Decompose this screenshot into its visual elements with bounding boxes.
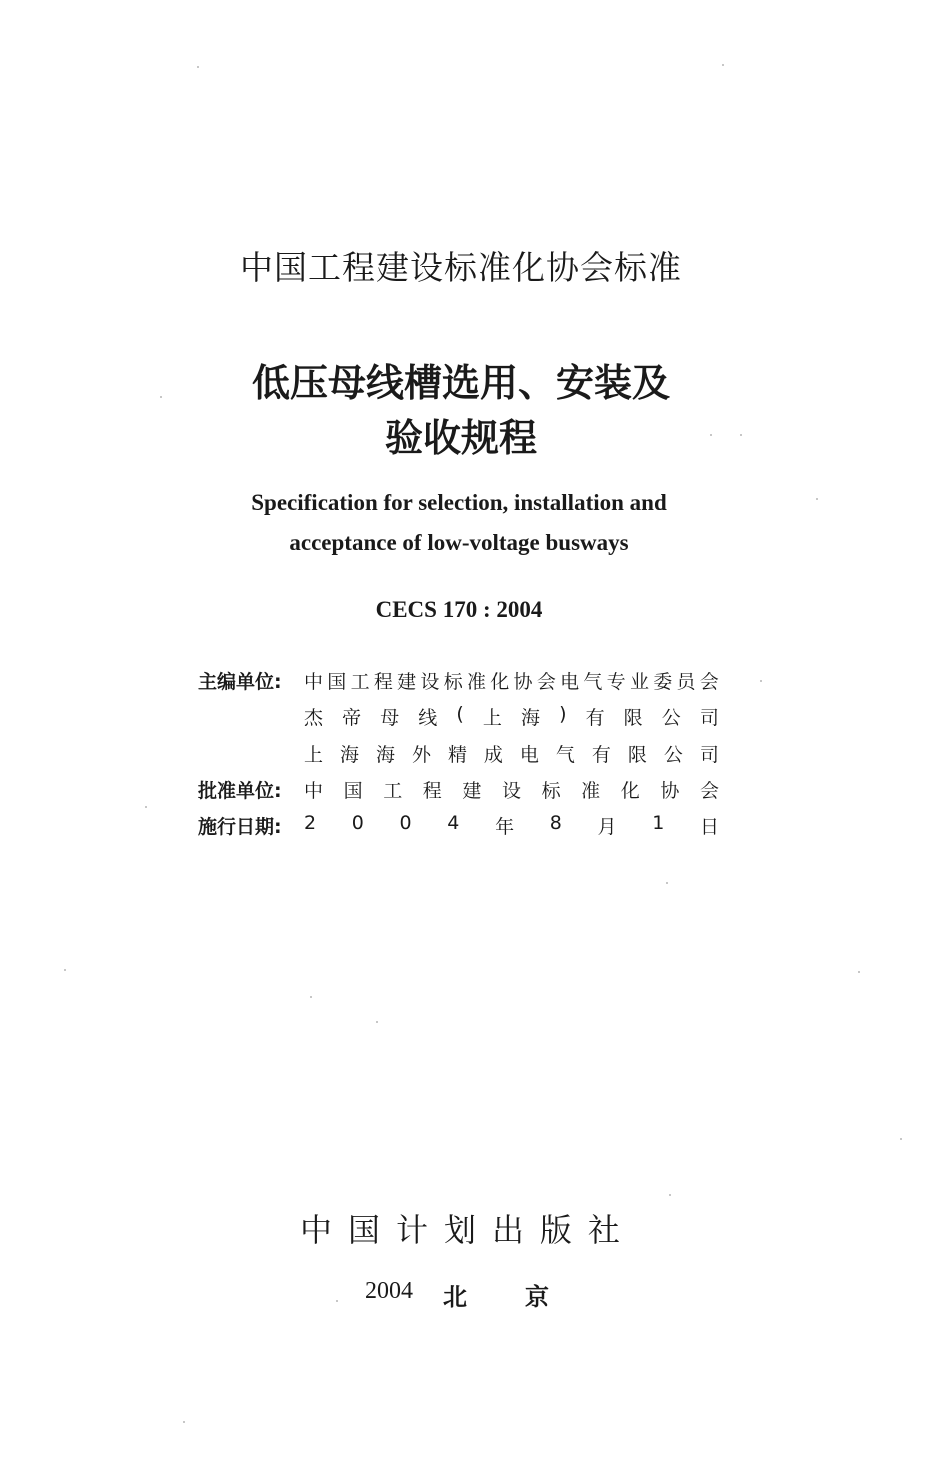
editor-org-3	[304, 740, 719, 767]
char: 司	[699, 744, 719, 766]
char: 协	[513, 671, 533, 693]
char: 委	[653, 671, 673, 693]
main-title-cn-line2: 验收规程	[384, 415, 537, 460]
char: 准	[581, 780, 601, 802]
publisher-name	[300, 1205, 620, 1251]
scan-speck	[858, 971, 860, 973]
char: 外	[411, 744, 431, 766]
char: 杰	[304, 707, 324, 729]
char: 气	[583, 671, 603, 693]
scan-speck	[760, 680, 762, 682]
char: 工	[383, 780, 403, 802]
char: 会	[699, 671, 719, 693]
char: 会	[536, 671, 556, 693]
char: 线	[418, 707, 438, 729]
char: (	[456, 703, 464, 725]
char: 标	[541, 780, 561, 802]
char: 程	[373, 671, 393, 693]
scan-speck	[183, 1421, 185, 1423]
editor-org-1	[304, 667, 719, 694]
char: 出	[491, 1211, 524, 1249]
char: 国	[347, 1211, 380, 1249]
editors-label: 主编单位:	[198, 671, 282, 693]
char: 电	[560, 671, 580, 693]
char: 日	[699, 816, 719, 838]
char: )	[559, 703, 567, 725]
char: 设	[420, 671, 440, 693]
scan-speck	[310, 996, 312, 998]
char: 成	[483, 744, 503, 766]
publication-city-char-2: 京	[525, 1283, 549, 1311]
publication-year: 2004	[365, 1278, 413, 1304]
scan-speck	[722, 64, 724, 66]
series-title: 中国工程建设标准化协会标准	[240, 248, 682, 287]
char: 0	[399, 812, 412, 834]
char: 4	[447, 812, 460, 834]
char: 年	[495, 816, 515, 838]
char: 上	[304, 744, 324, 766]
char: 标	[443, 671, 463, 693]
char: 公	[661, 707, 681, 729]
char: 限	[623, 707, 643, 729]
char: 划	[443, 1211, 476, 1249]
char: 建	[462, 780, 482, 802]
char: 中	[304, 780, 324, 802]
char: 2	[304, 812, 317, 834]
publication-city-char-1: 北	[443, 1283, 467, 1311]
char: 有	[585, 707, 605, 729]
char: 员	[676, 671, 696, 693]
char: 中	[304, 671, 324, 693]
char: 化	[620, 780, 640, 802]
char: 1	[652, 812, 665, 834]
char: 会	[699, 780, 719, 802]
scan-speck	[900, 1138, 902, 1140]
char: 国	[343, 780, 363, 802]
scan-speck	[64, 969, 66, 971]
char: 帝	[342, 707, 362, 729]
char: 有	[591, 744, 611, 766]
effective-date-label: 施行日期:	[198, 816, 282, 838]
scan-speck	[376, 1021, 378, 1023]
scan-speck	[669, 1194, 671, 1196]
char: 中	[300, 1211, 333, 1249]
char: 限	[627, 744, 647, 766]
title-en-line1: Specification for selection, installation and	[251, 490, 667, 515]
standard-code: CECS 170 : 2004	[375, 597, 543, 622]
char: 工	[350, 671, 370, 693]
char: 版	[539, 1211, 572, 1249]
char: 电	[519, 744, 539, 766]
char: 公	[663, 744, 683, 766]
char: 8	[549, 812, 562, 834]
char: 准	[466, 671, 486, 693]
scan-speck	[145, 806, 147, 808]
char: 气	[555, 744, 575, 766]
char: 海	[339, 744, 359, 766]
approver-label: 批准单位:	[198, 780, 282, 802]
char: 协	[660, 780, 680, 802]
char: 专	[606, 671, 626, 693]
char: 化	[490, 671, 510, 693]
char: 社	[587, 1211, 620, 1249]
effective-date-value	[304, 812, 719, 839]
char: 设	[501, 780, 521, 802]
char: 月	[597, 816, 617, 838]
approver-value	[304, 776, 719, 803]
char: 司	[699, 707, 719, 729]
char: 国	[327, 671, 347, 693]
main-title-cn-line1: 低压母线槽选用、安装及	[251, 360, 670, 405]
char: 0	[351, 812, 364, 834]
char: 精	[447, 744, 467, 766]
char: 业	[629, 671, 649, 693]
scan-speck	[336, 1300, 338, 1302]
char: 母	[380, 707, 400, 729]
char: 海	[375, 744, 395, 766]
char: 程	[422, 780, 442, 802]
char: 计	[395, 1211, 428, 1249]
scan-speck	[666, 882, 668, 884]
char: 建	[397, 671, 417, 693]
char: 上	[482, 707, 502, 729]
char: 海	[520, 707, 540, 729]
title-en-line2: acceptance of low-voltage busways	[289, 530, 629, 555]
scan-speck	[197, 66, 199, 68]
editor-org-2	[304, 703, 719, 730]
